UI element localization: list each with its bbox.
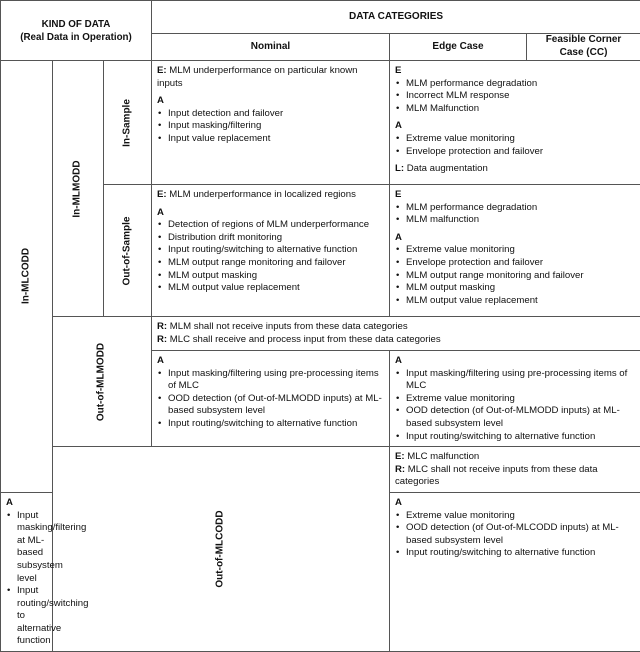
learning-tag: L: xyxy=(395,163,404,174)
rule-tag: R: xyxy=(395,464,405,475)
out-of-mlmodd-nominal-cell xyxy=(152,351,390,447)
out-of-mlcodd-rules-cell xyxy=(390,447,640,493)
effects-tag: E xyxy=(395,65,636,78)
row-label-out-of-mlcodd xyxy=(53,447,390,652)
list-item: • MLM output range monitoring and failover xyxy=(395,270,636,283)
row-label-out-of-sample xyxy=(104,185,152,317)
actions-tag: A xyxy=(395,120,636,133)
rule-text: MLC shall receive and process input from these data categories xyxy=(170,334,441,345)
actions-list xyxy=(157,108,385,146)
list-item: • Distribution drift monitoring xyxy=(157,232,385,245)
list-item: • Extreme value monitoring xyxy=(395,244,636,257)
edge-case-header: Edge Case xyxy=(390,34,527,61)
effect-line xyxy=(157,65,385,90)
row-label-in-mlmodd xyxy=(53,61,104,317)
list-item: • MLM output value replacement xyxy=(395,295,636,308)
list-item: • Input routing/switching to alternative function xyxy=(395,431,636,444)
list-item: • Extreme value monitoring xyxy=(395,133,636,146)
list-item: • Incorrect MLM response xyxy=(395,90,636,103)
effect-text: MLM underperformance on particular known inputs xyxy=(157,65,358,89)
row-label-out-of-mlmodd xyxy=(53,317,152,447)
actions-tag: A xyxy=(395,497,636,510)
corner-case-header xyxy=(527,34,640,61)
list-item: • Input masking/filtering using pre-processing items of MLC xyxy=(157,368,385,393)
learning-text: Data augmentation xyxy=(407,163,488,174)
effect-tag: E: xyxy=(157,189,167,200)
list-item: • Envelope protection and failover xyxy=(395,146,636,159)
list-item: • OOD detection (of Out-of-MLMODD inputs) at ML-based subsystem level xyxy=(395,405,636,430)
kind-of-data-header xyxy=(1,1,152,61)
list-item: • Input masking/filtering at ML-based subsystem level xyxy=(6,510,48,586)
out-of-mlcodd-nominal-cell xyxy=(1,492,53,651)
actions-list xyxy=(395,368,636,444)
effect-line xyxy=(157,189,385,202)
out-of-mlcodd-edge-cell xyxy=(390,492,640,651)
actions-list xyxy=(395,244,636,307)
kind-of-data-title: KIND OF DATA xyxy=(1,18,151,31)
nominal-header: Nominal xyxy=(152,34,390,61)
in-sample-edge-cell xyxy=(390,61,640,185)
effect-text: MLC malfunction xyxy=(407,451,479,462)
out-of-sample-nominal-cell xyxy=(152,185,390,317)
list-item: • Input value replacement xyxy=(157,133,385,146)
list-item: • MLM malfunction xyxy=(395,214,636,227)
effect-tag: E: xyxy=(395,451,405,462)
corner-case-header-line2: Case (CC) xyxy=(527,47,640,60)
list-item: • Extreme value monitoring xyxy=(395,393,636,406)
kind-of-data-subtitle: (Real Data in Operation) xyxy=(1,31,151,44)
out-of-mlmodd-edge-cell xyxy=(390,351,640,447)
actions-tag: A xyxy=(157,95,385,108)
actions-tag: A xyxy=(157,355,385,368)
list-item: • MLM performance degradation xyxy=(395,202,636,215)
actions-tag: A xyxy=(157,207,385,220)
effects-list xyxy=(395,78,636,116)
out-of-mlmodd-rules-cell xyxy=(152,317,640,351)
rule-line xyxy=(395,464,636,489)
in-mlcodd-label: In-MLCODD xyxy=(20,248,33,304)
list-item: • Extreme value monitoring xyxy=(395,510,636,523)
list-item: • MLM Malfunction xyxy=(395,103,636,116)
row-label-in-mlcodd xyxy=(1,61,53,493)
rule-line xyxy=(157,334,636,347)
list-item: • Input masking/filtering xyxy=(157,120,385,133)
list-item: • OOD detection (of Out-of-MLCODD inputs) at ML-based subsystem level xyxy=(395,522,636,547)
actions-tag: A xyxy=(6,497,48,510)
list-item: • Input routing/switching to alternative function xyxy=(395,547,636,560)
list-item: • Detection of regions of MLM underperformance xyxy=(157,219,385,232)
list-item: • Input routing/switching to alternative function xyxy=(157,418,385,431)
rule-line xyxy=(157,321,636,334)
actions-list xyxy=(395,510,636,560)
actions-tag: A xyxy=(395,355,636,368)
out-of-mlmodd-label: Out-of-MLMODD xyxy=(96,342,109,420)
data-categories-header: DATA CATEGORIES xyxy=(152,1,640,34)
actions-list xyxy=(157,368,385,431)
list-item: • MLM output value replacement xyxy=(157,282,385,295)
rule-text: MLC shall not receive inputs from these data categories xyxy=(395,464,598,488)
in-mlmodd-label: In-MLMODD xyxy=(72,160,85,217)
out-of-sample-label: Out-of-Sample xyxy=(121,216,134,285)
in-sample-nominal-cell xyxy=(152,61,390,185)
list-item: • Input detection and failover xyxy=(157,108,385,121)
list-item: • MLM output range monitoring and failover xyxy=(157,257,385,270)
effects-tag: E xyxy=(395,189,636,202)
effect-tag: E: xyxy=(157,65,167,76)
learning-line xyxy=(395,163,636,176)
list-item: • OOD detection (of Out-of-MLMODD inputs) at ML-based subsystem level xyxy=(157,393,385,418)
rule-tag: R: xyxy=(157,334,167,345)
row-label-in-sample xyxy=(104,61,152,185)
out-of-mlcodd-label: Out-of-MLCODD xyxy=(215,511,228,588)
rule-tag: R: xyxy=(157,321,167,332)
effect-line xyxy=(395,451,636,464)
actions-list xyxy=(157,219,385,295)
list-item: • Input masking/filtering using pre-processing items of MLC xyxy=(395,368,636,393)
out-of-sample-edge-cell xyxy=(390,185,640,317)
list-item: • MLM output masking xyxy=(157,270,385,283)
effect-text: MLM underperformance in localized regions xyxy=(169,189,356,200)
actions-tag: A xyxy=(395,232,636,245)
actions-list xyxy=(395,133,636,158)
in-sample-label: In-Sample xyxy=(121,99,134,147)
list-item: • Envelope protection and failover xyxy=(395,257,636,270)
list-item: • MLM output masking xyxy=(395,282,636,295)
rule-text: MLM shall not receive inputs from these data categories xyxy=(170,321,408,332)
list-item: • Input routing/switching to alternative function xyxy=(6,585,48,648)
effects-list xyxy=(395,202,636,227)
actions-list xyxy=(6,510,48,649)
list-item: • MLM performance degradation xyxy=(395,78,636,91)
list-item: • Input routing/switching to alternative function xyxy=(157,244,385,257)
corner-case-header-line1: Feasible Corner xyxy=(527,34,640,47)
